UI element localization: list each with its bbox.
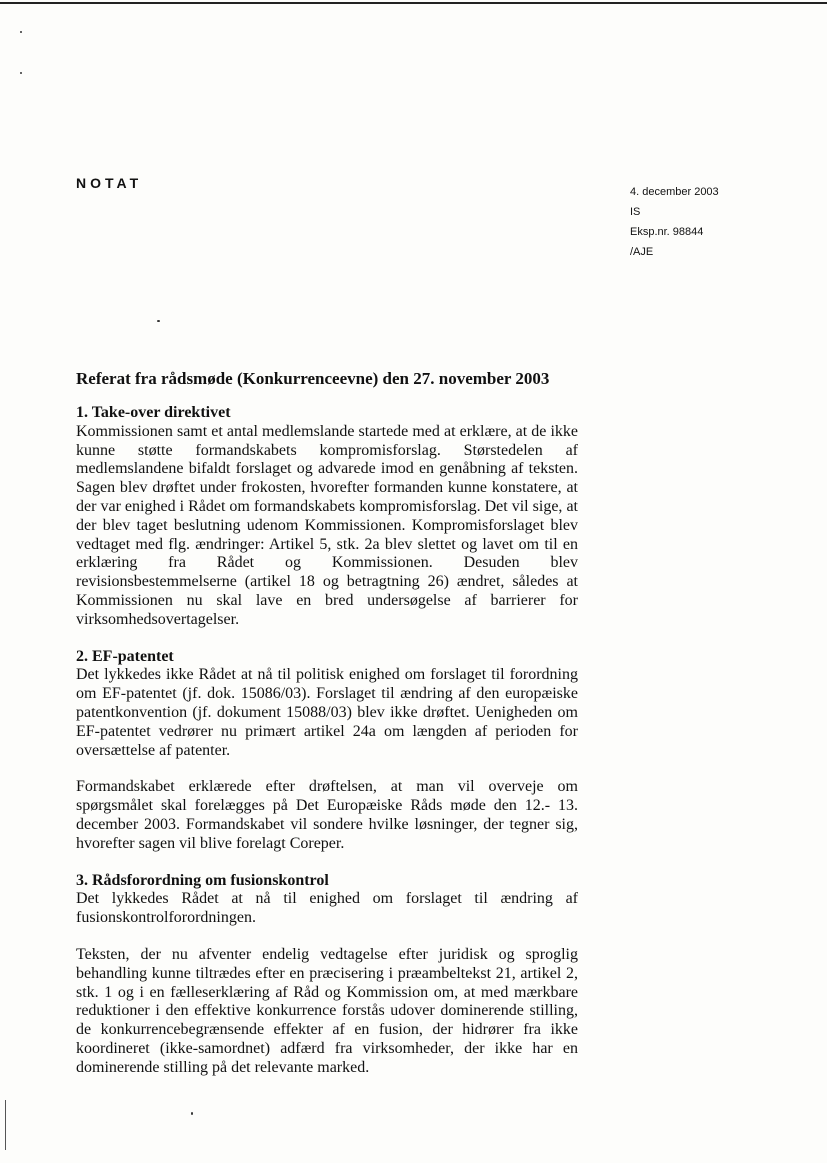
document-type-label: NOTAT xyxy=(76,175,143,191)
department-code: IS xyxy=(630,206,641,218)
scan-top-border xyxy=(0,2,827,4)
paragraph: Det lykkedes Rådet at nå til enighed om forslaget til ændring af fusionskontrolforordningen. xyxy=(76,890,578,927)
scan-speck xyxy=(20,31,22,33)
scan-speck xyxy=(20,72,22,74)
paragraph: Det lykkedes ikke Rådet at nå til politisk enighed om forslaget til forordning om EF-patentet (jf. dok. 15086/03). Forslaget til ændring af den europæiske patentkonvention (jf. dokument 15088/03) blev ikke drøftet. Uenigheden om EF-patentet vedrører nu primært artikel 24a om længden af perioden for oversættelse af patenter. xyxy=(76,666,578,759)
scan-speck xyxy=(191,1112,193,1115)
document-metadata xyxy=(630,182,719,262)
section-heading: 2. EF-patentet xyxy=(76,647,174,665)
paragraph: Formandskabet erklærede efter drøftelsen, at man vil overveje om spørgsmålet skal forelægges på Det Europæiske Råds møde den 12.- 13. december 2003. Formandskabet vil sondere hvilke løsninger, der tegner sig, hvorefter sagen vil blive forelagt Coreper. xyxy=(76,778,578,852)
scan-speck xyxy=(157,320,160,322)
section-heading: 3. Rådsforordning om fusionskontrol xyxy=(76,871,329,889)
section xyxy=(76,648,578,854)
document-title: Referat fra rådsmøde (Konkurrenceevne) den 27. november 2003 xyxy=(76,369,550,388)
document-date: 4. december 2003 xyxy=(630,186,719,198)
section-heading: 1. Take-over direktivet xyxy=(76,404,231,421)
section xyxy=(76,404,578,630)
author-initials: /AJE xyxy=(630,246,654,258)
section xyxy=(76,872,578,1078)
scan-edge-mark xyxy=(5,1100,6,1150)
paragraph: Teksten, der nu afventer endelig vedtagelse efter juridisk og sproglig behandling kunne tiltrædes efter en præcisering i præambeltekst 21, artikel 2, stk. 1 og i en fælleserklæring af Råd og Kommission om, at med mærkbare reduktioner i den effektive konkurrence forstås udover dominerende stilling, de konkurrencebegrænsende effekter af en fusion, der hidrører fra ikke koordineret (ikke-samordnet) adfærd fra virksomheder, der ikke har en dominerende stilling på det relevante marked. xyxy=(76,945,578,1076)
document-body xyxy=(76,404,578,1096)
paragraph: Kommissionen samt et antal medlemslande startede med at erklære, at de ikke kunne støtte formandskabets kompromisforslag. Størstedelen af medlemslandene bifaldt forslaget og advarede imod en genåbning af teksten. Sagen blev drøftet under frokosten, hvorefter formanden kunne konstatere, at der var enighed i Rådet om formandskabets kompromisforslag. Det vil sige, at der blev taget beslutning udenom Kommissionen. Kompromisforslaget blev vedtaget med flg. ændringer: Artikel 5, stk. 2a blev slettet og lavet om til en erklæring fra Rådet og Kommissionen. Desuden blev revisionsbestemmelserne (artikel 18 og betragtning 26) ændret, således at Kommissionen nu skal lave en bred undersøgelse af barrierer for virksomhedsovertagelser. xyxy=(76,422,578,628)
reference-number: Eksp.nr. 98844 xyxy=(630,226,704,238)
